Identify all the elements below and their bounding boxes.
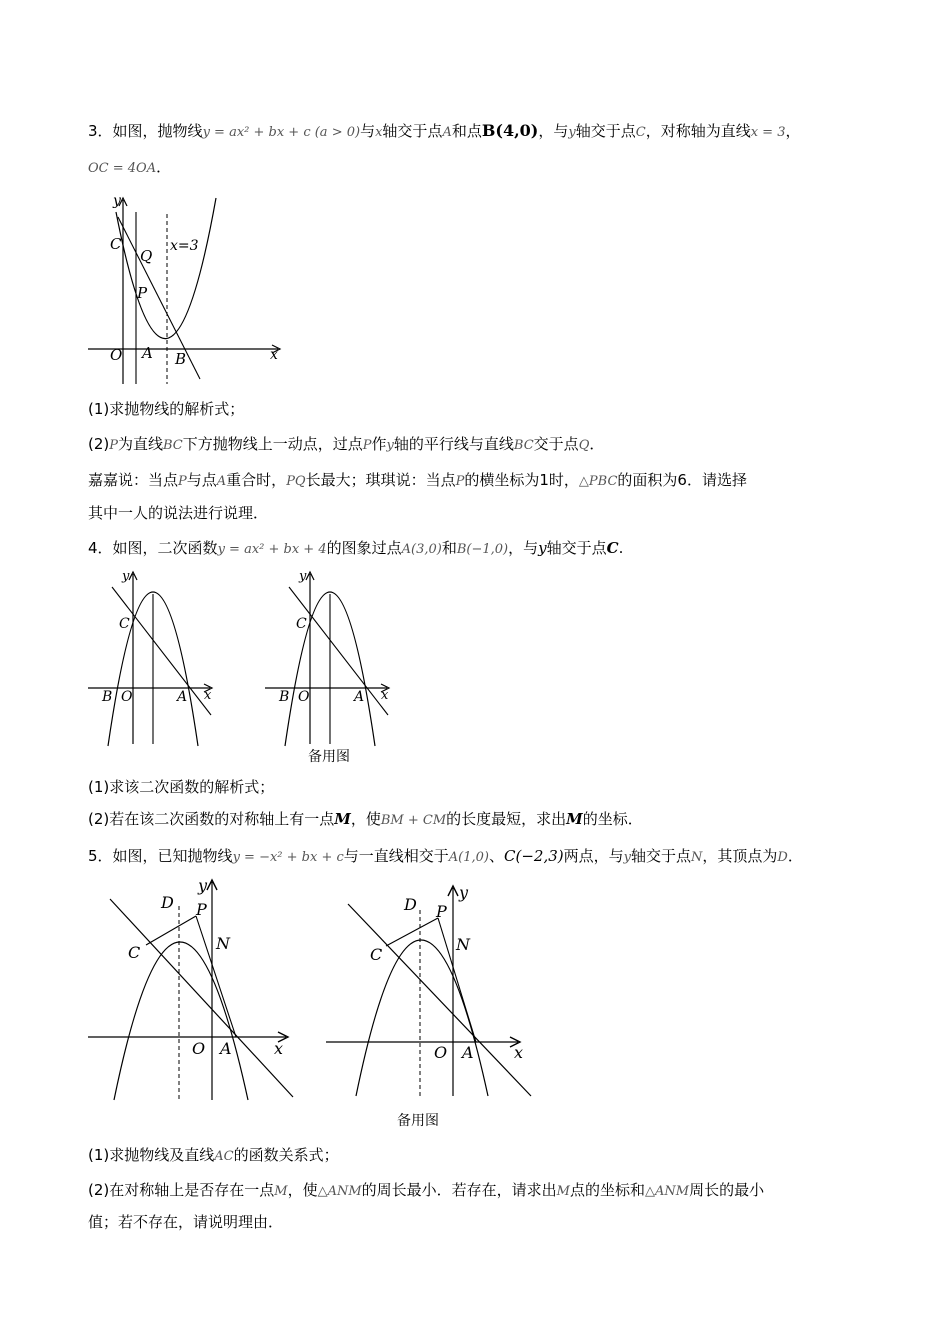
p3-figure xyxy=(88,192,288,392)
p5-figure-1 xyxy=(88,874,298,1104)
p5-question-2: (2)在对称轴上是否存在一点M，使△ANM的周长最小．若存在，请求出M点的坐标和△ANM周长的最小 xyxy=(88,1181,765,1199)
label-d: D xyxy=(161,893,174,912)
p3-question-1: (1)求抛物线的解析式； xyxy=(88,400,245,418)
label-x: x xyxy=(274,1039,284,1058)
label-b: B xyxy=(279,689,290,705)
problem-number: 4． xyxy=(88,539,113,557)
label-c: C xyxy=(296,616,307,632)
label-o: O xyxy=(298,689,310,705)
segment-cp xyxy=(386,918,438,946)
label-b: B xyxy=(102,689,113,705)
label-p: P xyxy=(196,900,207,919)
p3-question-2: (2)P为直线BC下方抛物线上一动点，过点P作y轴的平行线与直线BC交于点Q． xyxy=(88,435,605,453)
label-y: y xyxy=(113,193,121,209)
label-y: y xyxy=(459,883,469,902)
label-o: O xyxy=(110,346,123,364)
segment-cp xyxy=(146,916,196,945)
label-n: N xyxy=(216,934,230,953)
p4-caption: 备用图 xyxy=(308,749,350,765)
label-d: D xyxy=(404,895,417,914)
p5-line-1: 5．如图，已知抛物线y = −x² + bx + c与一直线相交于A(1,0)、C(−2,3)两点，与y轴交于点N，其顶点为D． xyxy=(88,847,803,865)
label-c: C xyxy=(128,943,141,962)
label-y: y xyxy=(299,569,307,584)
problem-number: 5． xyxy=(88,847,113,865)
p3-line-1: 3．如图，抛物线y = ax² + bx + c (a > 0)与x轴交于点A和点B(4,0)，与y轴交于点C，对称轴为直线x = 3， xyxy=(88,121,801,140)
p4-figure-1 xyxy=(88,568,228,748)
problem-number: 3． xyxy=(88,122,113,140)
label-x: x xyxy=(514,1043,524,1062)
label-x: x xyxy=(270,347,278,363)
label-y: y xyxy=(122,569,130,584)
label-c: C xyxy=(119,616,130,632)
label-a: A xyxy=(177,689,188,705)
label-c: C xyxy=(370,945,383,964)
p5-figure-2 xyxy=(326,874,536,1104)
line-ac xyxy=(110,899,293,1097)
p4-line-1: 4．如图，二次函数y = ax² + bx + 4的图象过点A(3,0)和B(−1,0)，与y轴交于点C. xyxy=(88,539,624,557)
label-a: A xyxy=(142,344,153,362)
label-p: P xyxy=(436,902,447,921)
label-x: x xyxy=(381,688,389,703)
label-a: A xyxy=(462,1043,474,1062)
p5-question-2-cont: 值；若不存在，请说明理由． xyxy=(88,1213,284,1231)
p3-line-2: OC = 4OA． xyxy=(88,158,172,176)
label-a: A xyxy=(354,689,365,705)
label-o: O xyxy=(121,689,133,705)
p3-discussion-1: 嘉嘉说：当点P与点A重合时，PQ长最大；琪琪说：当点P的横坐标为1时，△PBC的面积为6．请选择 xyxy=(88,471,747,489)
label-q: Q xyxy=(140,247,153,265)
p4-question-2: (2)若在该二次函数的对称轴上有一点M，使BM + CM的长度最短，求出M的坐标． xyxy=(88,810,643,828)
label-n: N xyxy=(456,935,470,954)
p5-question-1: (1)求抛物线及直线AC的函数关系式； xyxy=(88,1146,339,1164)
label-b: B xyxy=(175,350,187,368)
label-o: O xyxy=(434,1043,448,1062)
label-c: C xyxy=(110,235,122,253)
p3-discussion-2: 其中一人的说法进行说理． xyxy=(88,504,269,522)
parabola xyxy=(116,198,216,339)
line-ac xyxy=(348,904,531,1096)
p4-question-1: (1)求该二次函数的解析式； xyxy=(88,778,275,796)
label-y: y xyxy=(198,876,208,895)
label-o: O xyxy=(192,1039,206,1058)
p4-figure-2 xyxy=(265,568,405,748)
label-a: A xyxy=(220,1039,232,1058)
label-x: x xyxy=(204,688,212,703)
p5-caption: 备用图 xyxy=(397,1113,439,1129)
parabola xyxy=(114,942,248,1100)
label-axis: x=3 xyxy=(170,238,199,254)
label-p: P xyxy=(137,284,148,302)
